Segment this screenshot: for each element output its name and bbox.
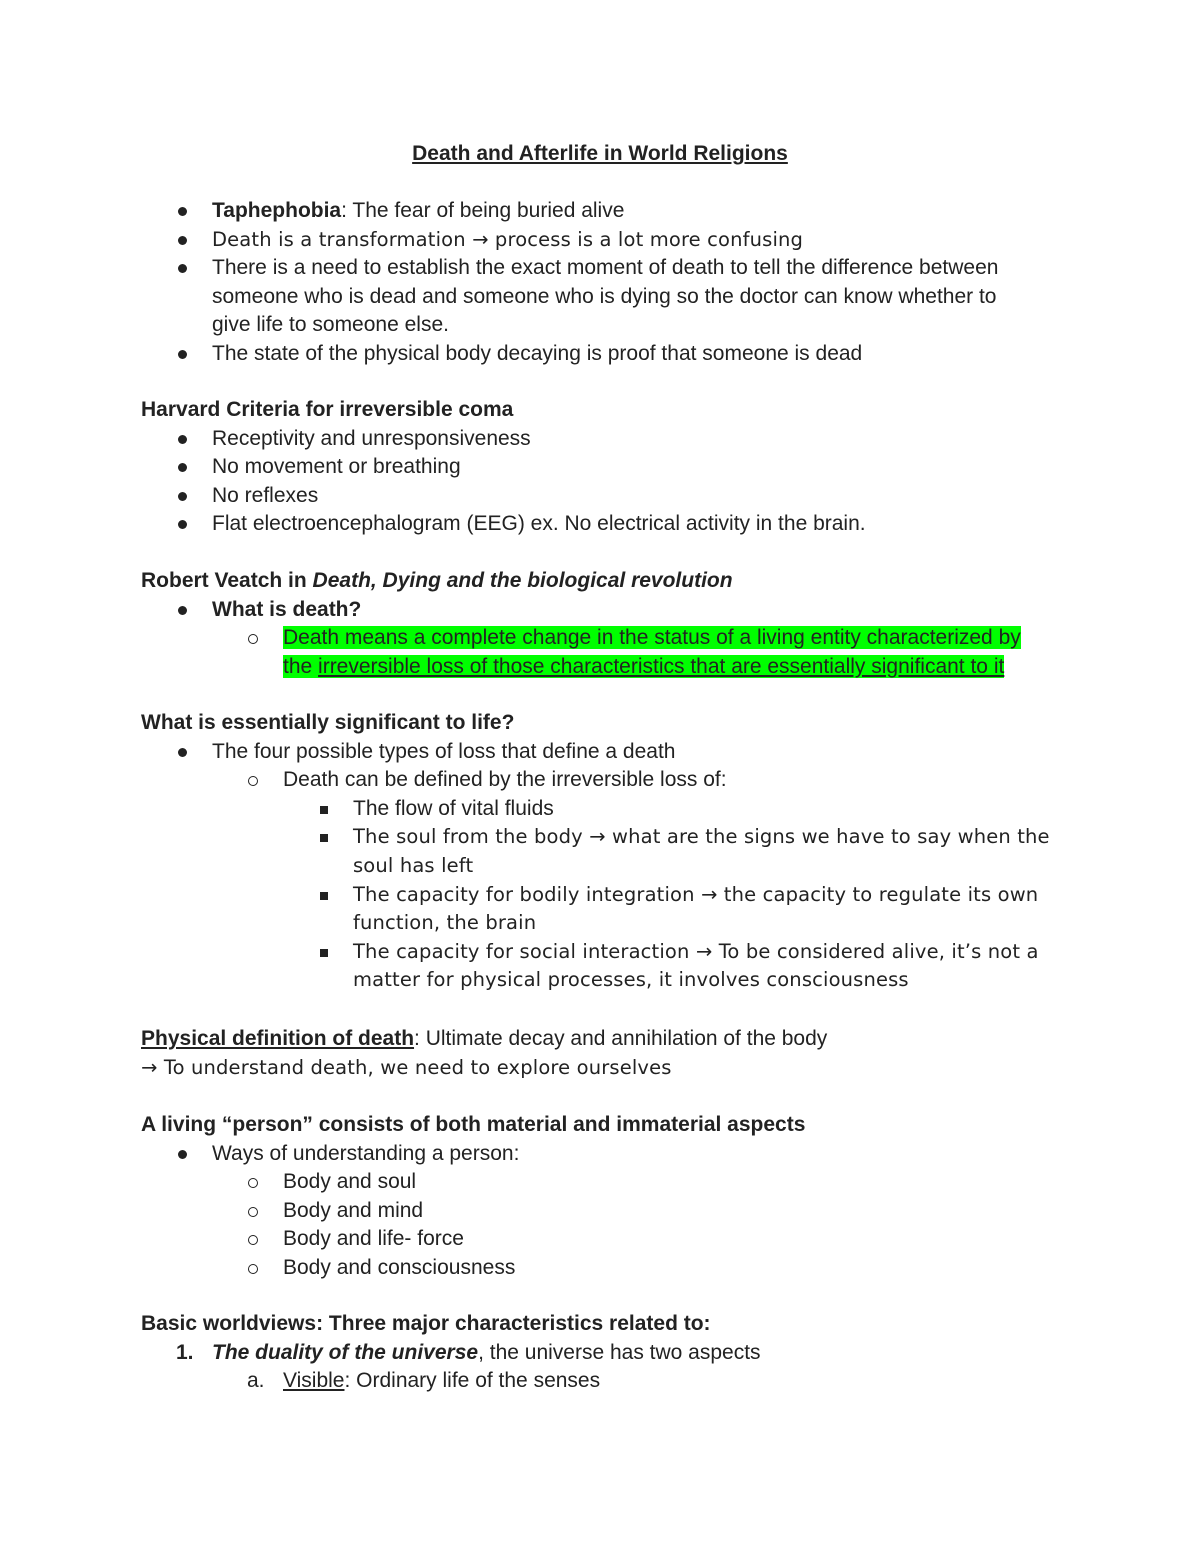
bullet-icon	[178, 520, 187, 529]
list-item	[141, 1197, 1061, 1226]
list-item	[141, 881, 1061, 938]
list-item-text: Ways of understanding a person:	[212, 1141, 520, 1165]
veatch-list	[141, 596, 1061, 682]
list-item	[141, 1225, 1061, 1254]
veatch-section	[141, 567, 1061, 681]
definition-text: : Ultimate decay and annihilation of the body	[414, 1027, 828, 1050]
bullet-icon	[178, 748, 187, 757]
circle-bullet-icon	[248, 1264, 258, 1274]
list-item	[141, 1140, 1061, 1169]
section-heading: Basic worldviews: Three major characteristics related to:	[141, 1312, 711, 1335]
list-item	[141, 1168, 1061, 1197]
list-item-text: The flow of vital fluids	[353, 796, 554, 820]
definition-text: the	[283, 654, 319, 678]
circle-bullet-icon	[248, 634, 258, 644]
square-bullet-icon	[320, 892, 328, 900]
list-item-text: Body and soul	[283, 1170, 417, 1194]
list-item	[141, 795, 1061, 824]
circle-bullet-icon	[248, 1178, 258, 1188]
significant-section	[141, 709, 1061, 995]
highlighted-definition	[141, 624, 1061, 681]
intro-list	[141, 197, 1061, 369]
list-item-text: , the universe has two aspects	[478, 1340, 761, 1364]
list-item-text: Death can be defined by the irreversible loss of:	[283, 768, 727, 792]
list-item-text: No reflexes	[212, 483, 319, 507]
list-item	[141, 738, 1061, 767]
list-item-text: There is a need to establish the exact moment of death to tell the difference between someone who is dead and someone who is dying so the doctor can know whether to give life to someone else.	[212, 256, 999, 337]
bullet-icon	[178, 492, 187, 501]
list-item	[141, 340, 1061, 369]
list-item-text: The capacity for bodily integration → the capacity to regulate its own function, the brain	[353, 882, 1039, 935]
list-item	[141, 1339, 1061, 1368]
significant-list	[141, 738, 1061, 995]
circle-bullet-icon	[248, 776, 258, 786]
harvard-section	[141, 396, 1061, 539]
worldviews-section	[141, 1310, 1061, 1396]
list-item-text: Body and life- force	[283, 1227, 464, 1251]
physical-section	[141, 1025, 1061, 1082]
physical-note: → To understand death, we need to explore ourselves	[141, 1055, 672, 1079]
list-item-text: Receptivity and unresponsiveness	[212, 426, 531, 450]
definition-line	[283, 655, 1004, 678]
physical-definition	[141, 1025, 1061, 1054]
list-item	[141, 1254, 1061, 1283]
list-item	[141, 596, 1061, 625]
square-bullet-icon	[320, 834, 328, 842]
list-item-text: Death is a transformation → process is a lot more confusing	[212, 227, 804, 251]
section-heading: A living “person” consists of both material and immaterial aspects	[141, 1113, 806, 1136]
list-item	[141, 226, 1061, 255]
bullet-icon	[178, 236, 187, 245]
list-item-text: The four possible types of loss that define a death	[212, 739, 676, 763]
definition-line: Death means a complete change in the status of a living entity characterized by	[283, 626, 1021, 650]
square-bullet-icon	[320, 806, 328, 814]
list-item-text: : Ordinary life of the senses	[344, 1369, 601, 1393]
list-item	[141, 453, 1061, 482]
section-heading: What is essentially significant to life?	[141, 711, 515, 734]
section-heading	[141, 567, 1061, 596]
list-number: 1.	[176, 1340, 194, 1364]
bullet-icon	[178, 1150, 187, 1159]
definition-underlined: irreversible loss of those characteristics that are essentially significant to it	[318, 654, 1005, 678]
list-item-text: Flat electroencephalogram (EEG) ex. No electrical activity in the brain.	[212, 512, 866, 536]
list-item	[141, 823, 1061, 880]
list-item	[141, 254, 1061, 340]
person-list	[141, 1140, 1061, 1283]
section-heading: Harvard Criteria for irreversible coma	[141, 398, 514, 421]
circle-bullet-icon	[248, 1235, 258, 1245]
harvard-list	[141, 425, 1061, 539]
question-text: What is death?	[212, 597, 362, 621]
list-item	[141, 938, 1061, 995]
term-taphephobia: Taphephobia	[212, 199, 342, 222]
list-item	[141, 425, 1061, 454]
page-title: Death and Afterlife in World Religions	[412, 142, 788, 165]
list-item	[141, 482, 1061, 511]
circle-bullet-icon	[248, 1207, 258, 1217]
term-physical-definition: Physical definition of death	[141, 1027, 415, 1050]
heading-text: Robert Veatch in	[141, 569, 313, 592]
list-item-text: The soul from the body → what are the signs we have to say when the soul has left	[353, 825, 1050, 877]
list-item-text: : The fear of being buried alive	[341, 199, 625, 222]
emphasis-text: The duality of the universe	[212, 1340, 479, 1364]
bullet-icon	[178, 606, 187, 615]
list-item-text: Body and consciousness	[283, 1255, 516, 1279]
bullet-icon	[178, 264, 187, 273]
list-item-text: Body and mind	[283, 1198, 424, 1222]
list-item	[141, 1367, 1061, 1396]
bullet-icon	[178, 207, 187, 216]
worldviews-list	[141, 1339, 1061, 1396]
person-section	[141, 1111, 1061, 1283]
list-letter: a.	[247, 1369, 265, 1393]
list-item-text: The state of the physical body decaying is proof that someone is dead	[212, 341, 863, 365]
bullet-icon	[178, 350, 187, 359]
list-item-text: The capacity for social interaction → To be considered alive, it’s not a matter for physical processes, it involves consciousness	[353, 939, 1039, 992]
bullet-icon	[178, 463, 187, 472]
list-item	[141, 766, 1061, 795]
square-bullet-icon	[320, 949, 328, 957]
list-item-text: No movement or breathing	[212, 455, 461, 479]
list-item	[141, 510, 1061, 539]
book-title: Death, Dying and the biological revolution	[312, 569, 733, 592]
bullet-icon	[178, 435, 187, 444]
list-item	[141, 197, 1061, 226]
term-visible: Visible	[283, 1369, 345, 1393]
